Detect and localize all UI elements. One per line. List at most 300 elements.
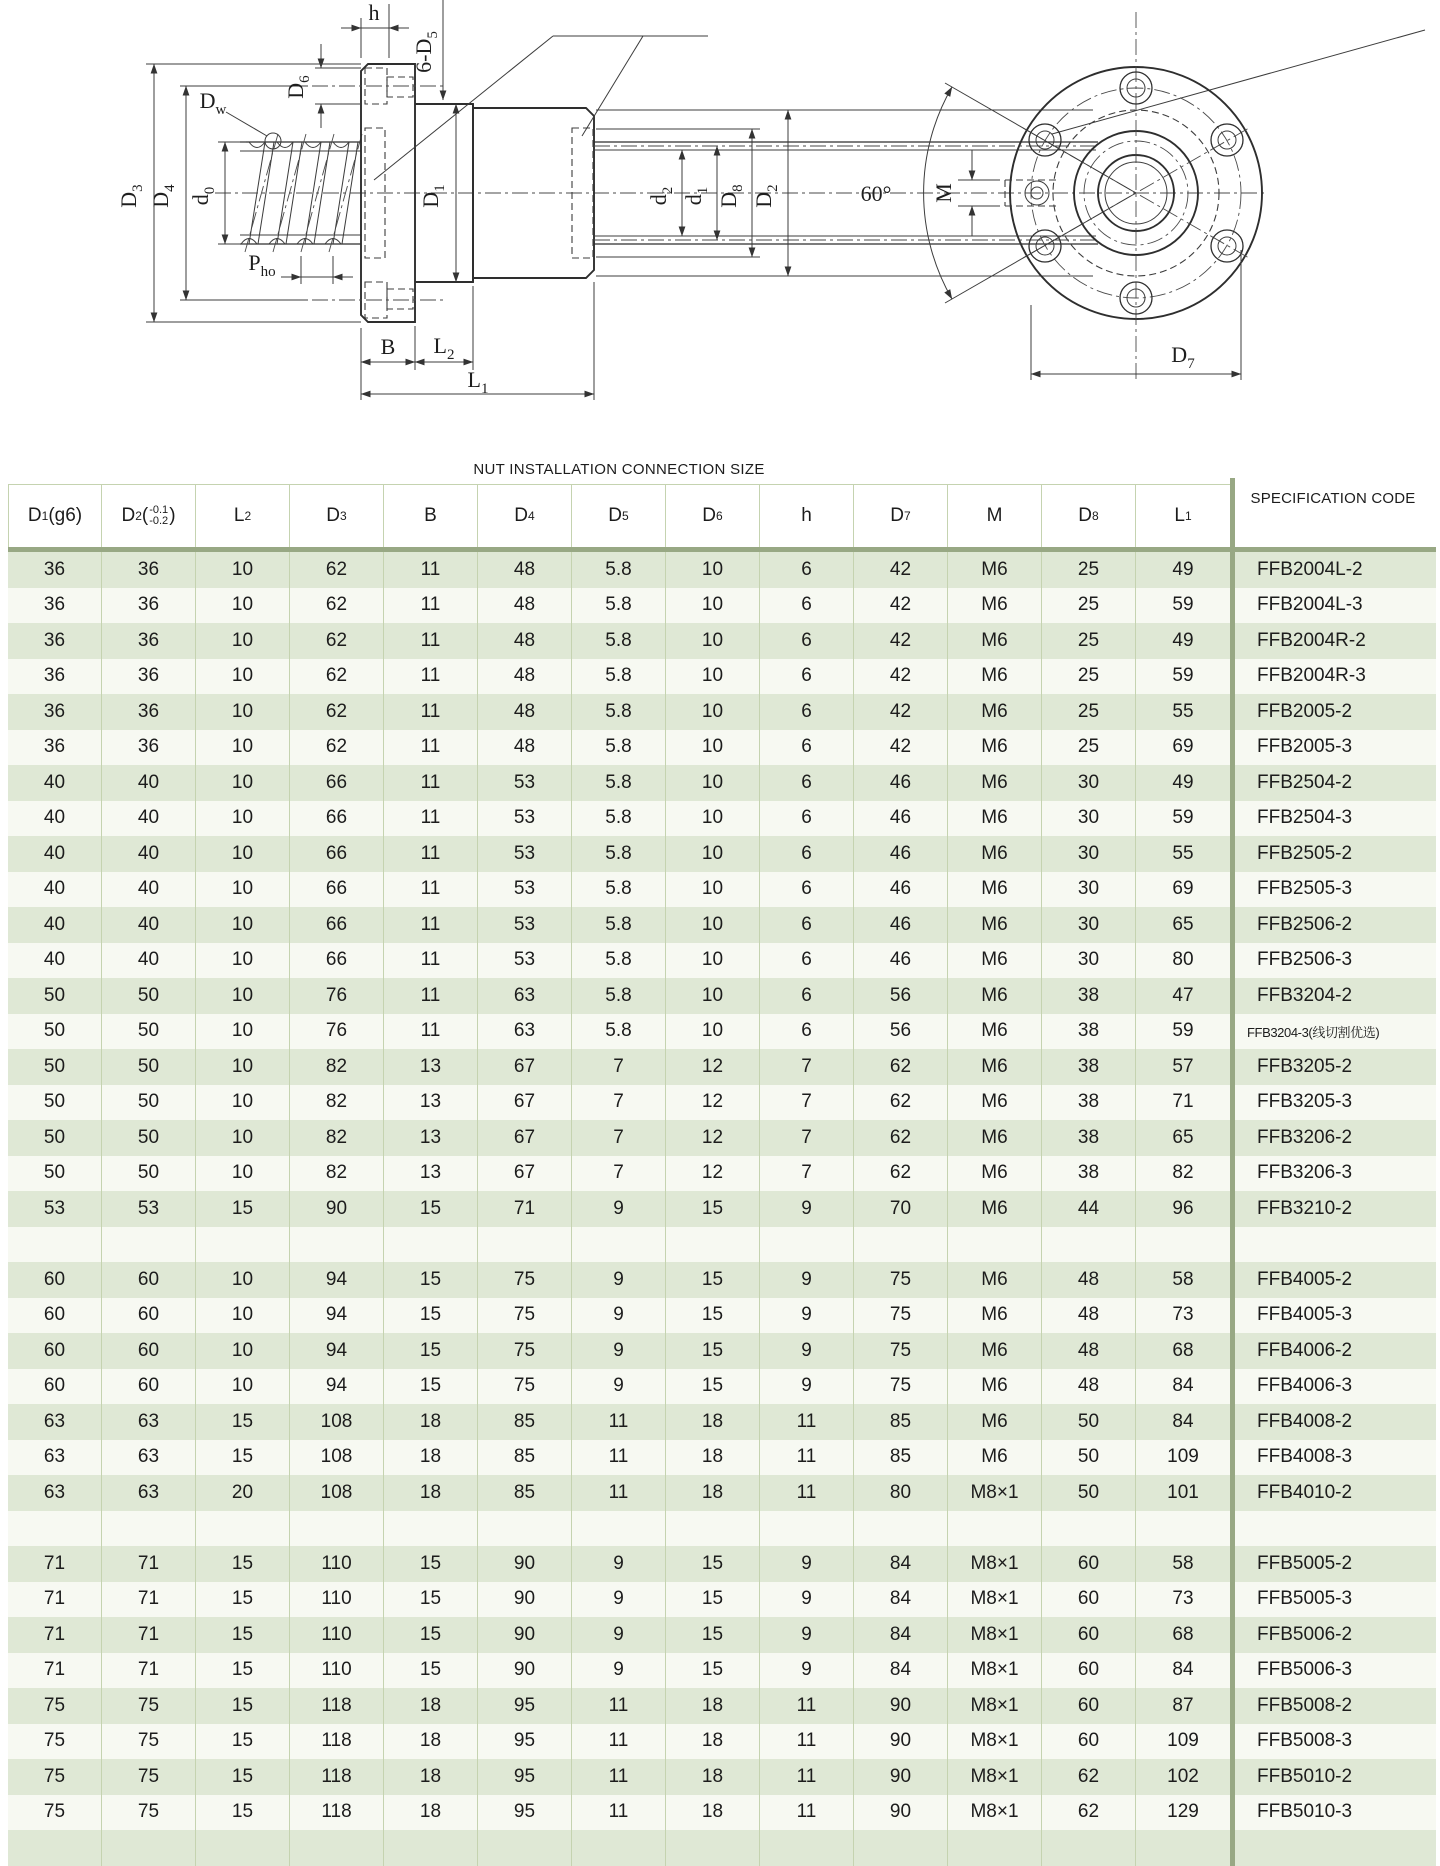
value-cell: 62 xyxy=(854,1049,948,1085)
value-cell: M6 xyxy=(948,872,1042,908)
value-cell: 50 xyxy=(102,1049,196,1085)
column-header: B xyxy=(384,485,478,547)
value-cell: 30 xyxy=(1042,801,1136,837)
value-cell: 55 xyxy=(1172,842,1194,864)
value-cell: 10 xyxy=(196,1369,290,1405)
value-cell: 85 xyxy=(854,1404,948,1440)
value-cell xyxy=(666,1511,760,1547)
value-cell: 71 xyxy=(102,1653,196,1689)
spec-code-cell: FFB3206-3 xyxy=(1230,1156,1436,1192)
value-cell: 42 xyxy=(854,623,948,659)
value-cell: 48 xyxy=(1042,1298,1136,1334)
value-cell: M6 xyxy=(948,588,1042,624)
value-cell: 36 xyxy=(102,694,196,730)
table-row xyxy=(8,588,1436,624)
value-cell: 11 xyxy=(384,801,478,837)
value-cell: 90 xyxy=(478,1546,572,1582)
value-cell: M6 xyxy=(948,836,1042,872)
value-cell: 70 xyxy=(854,1191,948,1227)
value-cell xyxy=(760,1227,854,1263)
value-cell: 42 xyxy=(854,659,948,695)
value-cell: 5.8 xyxy=(572,801,666,837)
value-cell: 62 xyxy=(290,694,384,730)
dim-label-b: B xyxy=(380,334,396,359)
value-cell: M6 xyxy=(948,1404,1042,1440)
table-row xyxy=(8,1759,1436,1795)
value-cell: M6 xyxy=(948,623,1042,659)
value-cell: 75 xyxy=(854,1369,948,1405)
value-cell: 11 xyxy=(760,1724,854,1760)
value-cell: 15 xyxy=(384,1298,478,1334)
value-cell: 40 xyxy=(102,801,196,837)
value-cell: 53 xyxy=(478,765,572,801)
value-cell: 129 xyxy=(1167,1801,1199,1823)
column-header: D 2 ( -0.1 -0.2 ) xyxy=(102,485,196,547)
value-cell xyxy=(666,1830,760,1866)
value-cell: 75 xyxy=(478,1333,572,1369)
value-cell: 10 xyxy=(196,765,290,801)
value-cell: 36 xyxy=(8,659,102,695)
value-cell: 11 xyxy=(384,1014,478,1050)
value-cell: 94 xyxy=(290,1369,384,1405)
value-cell: 67 xyxy=(478,1156,572,1192)
value-cell: 10 xyxy=(196,1049,290,1085)
front-flange-view xyxy=(924,12,1262,382)
value-cell: 15 xyxy=(666,1333,760,1369)
spec-code-cell: FFB2004R-3 xyxy=(1230,659,1436,695)
table-row xyxy=(8,1156,1436,1192)
value-cell: 95 xyxy=(478,1688,572,1724)
value-cell: 5.8 xyxy=(572,694,666,730)
value-cell: 9 xyxy=(572,1582,666,1618)
value-cell: 30 xyxy=(1042,765,1136,801)
value-cell: 53 xyxy=(478,801,572,837)
value-cell: 55 xyxy=(1172,700,1194,722)
value-cell xyxy=(1042,1227,1136,1263)
value-cell: 15 xyxy=(666,1546,760,1582)
value-cell: 53 xyxy=(478,907,572,943)
table-row xyxy=(8,1724,1436,1760)
value-cell: 95 xyxy=(478,1724,572,1760)
table-row xyxy=(8,765,1436,801)
value-cell: 63 xyxy=(8,1440,102,1476)
value-cell: 75 xyxy=(102,1759,196,1795)
value-cell: 11 xyxy=(572,1759,666,1795)
value-cell: 36 xyxy=(8,588,102,624)
value-cell: 50 xyxy=(102,1085,196,1121)
value-cell: 94 xyxy=(290,1298,384,1334)
spec-code-cell: FFB2505-3 xyxy=(1230,872,1436,908)
value-cell xyxy=(948,1227,1042,1263)
table-row xyxy=(8,1440,1436,1476)
value-cell: 118 xyxy=(290,1724,384,1760)
value-cell: 40 xyxy=(102,836,196,872)
value-cell: 40 xyxy=(102,943,196,979)
value-cell: M6 xyxy=(948,659,1042,695)
dim-label-pho: $P_{ho}$ xyxy=(248,250,276,280)
value-cell: 50 xyxy=(102,1156,196,1192)
value-cell: 118 xyxy=(290,1759,384,1795)
value-cell: 67 xyxy=(478,1049,572,1085)
value-cell: 15 xyxy=(384,1582,478,1618)
value-cell: 10 xyxy=(196,1262,290,1298)
value-cell: 60 xyxy=(8,1369,102,1405)
dim-label-d6: $D_6$ xyxy=(283,75,313,99)
table-row xyxy=(8,1546,1436,1582)
value-cell: 71 xyxy=(8,1546,102,1582)
table-row xyxy=(8,1688,1436,1724)
value-cell: 90 xyxy=(478,1617,572,1653)
spec-code-cell: FFB5008-3 xyxy=(1230,1724,1436,1760)
value-cell: 15 xyxy=(196,1617,290,1653)
value-cell: 76 xyxy=(290,1014,384,1050)
table-row xyxy=(8,1333,1436,1369)
value-cell: 90 xyxy=(854,1688,948,1724)
value-cell: 25 xyxy=(1042,588,1136,624)
value-cell: 46 xyxy=(854,943,948,979)
value-cell: 25 xyxy=(1042,694,1136,730)
value-cell: 42 xyxy=(854,588,948,624)
value-cell xyxy=(196,1511,290,1547)
value-cell: 38 xyxy=(1042,1120,1136,1156)
value-cell: 49 xyxy=(1172,629,1194,651)
value-cell: 7 xyxy=(572,1049,666,1085)
value-cell: 67 xyxy=(478,1120,572,1156)
spec-code-cell: FFB5005-3 xyxy=(1230,1582,1436,1618)
value-cell: 95 xyxy=(478,1759,572,1795)
value-cell: M8×1 xyxy=(948,1759,1042,1795)
value-cell: 50 xyxy=(1042,1475,1136,1511)
table-row xyxy=(8,1298,1436,1334)
value-cell: 50 xyxy=(1042,1440,1136,1476)
value-cell: 18 xyxy=(666,1724,760,1760)
value-cell: 6 xyxy=(760,623,854,659)
value-cell: 44 xyxy=(1042,1191,1136,1227)
value-cell: 62 xyxy=(290,730,384,766)
value-cell: 9 xyxy=(572,1262,666,1298)
value-cell: 71 xyxy=(8,1582,102,1618)
table-row xyxy=(8,1191,1436,1227)
value-cell: 11 xyxy=(384,836,478,872)
value-cell: 15 xyxy=(384,1369,478,1405)
value-cell: 11 xyxy=(572,1475,666,1511)
value-cell: 6 xyxy=(760,765,854,801)
value-cell: 67 xyxy=(478,1085,572,1121)
value-cell: 75 xyxy=(8,1724,102,1760)
spec-code-cell: FFB4008-3 xyxy=(1230,1440,1436,1476)
value-cell: 15 xyxy=(666,1369,760,1405)
value-cell: 59 xyxy=(1172,594,1194,616)
spec-code-cell: FFB2504-3 xyxy=(1230,801,1436,837)
value-cell: 6 xyxy=(760,872,854,908)
value-cell: 60 xyxy=(1042,1724,1136,1760)
value-cell: 50 xyxy=(102,978,196,1014)
value-cell: M6 xyxy=(948,1333,1042,1369)
value-cell: 30 xyxy=(1042,836,1136,872)
value-cell: 5.8 xyxy=(572,836,666,872)
value-cell xyxy=(290,1830,384,1866)
spec-code-cell xyxy=(1230,1227,1436,1263)
value-cell: M8×1 xyxy=(948,1582,1042,1618)
value-cell: 69 xyxy=(1172,878,1194,900)
value-cell: 60 xyxy=(102,1333,196,1369)
value-cell: 71 xyxy=(8,1653,102,1689)
value-cell: 75 xyxy=(854,1262,948,1298)
value-cell: 11 xyxy=(572,1404,666,1440)
value-cell: 63 xyxy=(478,1014,572,1050)
value-cell: 75 xyxy=(478,1369,572,1405)
table-row xyxy=(8,978,1436,1014)
spec-code-cell: FFB2004R-2 xyxy=(1230,623,1436,659)
value-cell: 11 xyxy=(572,1688,666,1724)
value-cell: 96 xyxy=(1172,1197,1194,1219)
value-cell: M6 xyxy=(948,1298,1042,1334)
value-cell: 108 xyxy=(290,1404,384,1440)
value-cell: 15 xyxy=(384,1653,478,1689)
value-cell: 10 xyxy=(196,1298,290,1334)
value-cell: 110 xyxy=(290,1617,384,1653)
spec-code-cell: FFB2004L-3 xyxy=(1230,588,1436,624)
table-row xyxy=(8,872,1436,908)
value-cell: 46 xyxy=(854,872,948,908)
value-cell: 62 xyxy=(854,1120,948,1156)
value-cell: 10 xyxy=(666,588,760,624)
value-cell: 10 xyxy=(196,588,290,624)
spec-code-cell: FFB4006-3 xyxy=(1230,1369,1436,1405)
value-cell: 71 xyxy=(478,1191,572,1227)
value-cell: 53 xyxy=(478,943,572,979)
value-cell: M6 xyxy=(948,1191,1042,1227)
spec-code-cell: FFB3210-2 xyxy=(1230,1191,1436,1227)
value-cell: 40 xyxy=(8,943,102,979)
value-cell: 63 xyxy=(102,1440,196,1476)
value-cell: M6 xyxy=(948,1049,1042,1085)
column-header: L 1 xyxy=(1174,505,1192,526)
value-cell: 10 xyxy=(666,659,760,695)
dim-label-d3: $D_3$ xyxy=(116,184,146,208)
value-cell: 60 xyxy=(1042,1653,1136,1689)
value-cell: 7 xyxy=(760,1085,854,1121)
value-cell: 59 xyxy=(1172,1020,1194,1042)
value-cell: 18 xyxy=(384,1475,478,1511)
value-cell xyxy=(102,1227,196,1263)
value-cell: 90 xyxy=(854,1724,948,1760)
value-cell: 10 xyxy=(196,1085,290,1121)
value-cell: 60 xyxy=(8,1298,102,1334)
value-cell: 95 xyxy=(478,1795,572,1831)
value-cell: 10 xyxy=(196,836,290,872)
value-cell: 15 xyxy=(196,1759,290,1795)
value-cell: 48 xyxy=(478,623,572,659)
dim-label-d7: $D_7$ xyxy=(1171,342,1195,372)
value-cell: 90 xyxy=(290,1191,384,1227)
value-cell: 60 xyxy=(8,1262,102,1298)
value-cell: 60 xyxy=(1042,1582,1136,1618)
value-cell: 36 xyxy=(102,588,196,624)
value-cell: 108 xyxy=(290,1440,384,1476)
value-cell: 48 xyxy=(1042,1262,1136,1298)
value-cell: 50 xyxy=(102,1120,196,1156)
value-cell: 110 xyxy=(290,1546,384,1582)
value-cell: 90 xyxy=(478,1582,572,1618)
dim-label-6d5: $6-D_5$ xyxy=(411,31,441,73)
value-cell: 15 xyxy=(666,1653,760,1689)
value-cell: 13 xyxy=(384,1049,478,1085)
value-cell: 18 xyxy=(666,1688,760,1724)
value-cell: 5.8 xyxy=(572,552,666,588)
value-cell: 25 xyxy=(1042,552,1136,588)
technical-drawing xyxy=(0,0,1440,438)
value-cell: 12 xyxy=(666,1049,760,1085)
value-cell: 84 xyxy=(854,1582,948,1618)
value-cell: 59 xyxy=(1172,665,1194,687)
value-cell: 18 xyxy=(666,1404,760,1440)
value-cell: 10 xyxy=(666,872,760,908)
value-cell: 110 xyxy=(290,1582,384,1618)
value-cell xyxy=(290,1511,384,1547)
spec-code-cell: FFB3204-2 xyxy=(1230,978,1436,1014)
value-cell: 82 xyxy=(290,1120,384,1156)
table-row xyxy=(8,836,1436,872)
table-row xyxy=(8,801,1436,837)
value-cell: 18 xyxy=(666,1795,760,1831)
value-cell: 10 xyxy=(666,907,760,943)
value-cell: 6 xyxy=(760,1014,854,1050)
value-cell: M6 xyxy=(948,1440,1042,1476)
value-cell: 80 xyxy=(1172,949,1194,971)
value-cell: 9 xyxy=(760,1617,854,1653)
value-cell: 62 xyxy=(1042,1795,1136,1831)
value-cell: 85 xyxy=(478,1475,572,1511)
value-cell: 12 xyxy=(666,1156,760,1192)
value-cell: 40 xyxy=(8,801,102,837)
value-cell: 10 xyxy=(666,943,760,979)
value-cell: 118 xyxy=(290,1688,384,1724)
spec-code-cell xyxy=(1230,1830,1436,1866)
value-cell xyxy=(760,1830,854,1866)
value-cell: 10 xyxy=(196,1156,290,1192)
value-cell: 73 xyxy=(1172,1304,1194,1326)
value-cell: 11 xyxy=(760,1440,854,1476)
value-cell: 36 xyxy=(102,623,196,659)
table-row xyxy=(8,1511,1436,1547)
value-cell: 7 xyxy=(572,1120,666,1156)
table-row xyxy=(8,907,1436,943)
value-cell: M8×1 xyxy=(948,1546,1042,1582)
value-cell: 84 xyxy=(1172,1410,1194,1432)
value-cell: 48 xyxy=(1042,1369,1136,1405)
value-cell: 46 xyxy=(854,907,948,943)
dim-label-d1-small: $d_1$ xyxy=(681,186,711,206)
value-cell: 15 xyxy=(666,1617,760,1653)
value-cell: 15 xyxy=(196,1191,290,1227)
spec-code-cell: FFB4005-2 xyxy=(1230,1262,1436,1298)
dimension-labels xyxy=(116,0,1195,397)
value-cell: 18 xyxy=(384,1795,478,1831)
value-cell xyxy=(760,1511,854,1547)
value-cell: 75 xyxy=(478,1262,572,1298)
value-cell: 85 xyxy=(478,1440,572,1476)
value-cell xyxy=(948,1830,1042,1866)
value-cell: 11 xyxy=(760,1404,854,1440)
value-cell: 15 xyxy=(384,1617,478,1653)
value-cell: 60 xyxy=(1042,1688,1136,1724)
spec-table xyxy=(8,438,1436,1866)
value-cell xyxy=(102,1830,196,1866)
value-cell xyxy=(854,1830,948,1866)
value-cell: 15 xyxy=(384,1333,478,1369)
value-cell: 15 xyxy=(384,1262,478,1298)
value-cell: M6 xyxy=(948,730,1042,766)
table-row xyxy=(8,1049,1436,1085)
value-cell xyxy=(854,1511,948,1547)
spec-code-cell: FFB4005-3 xyxy=(1230,1298,1436,1334)
value-cell: 12 xyxy=(666,1120,760,1156)
value-cell: 18 xyxy=(384,1688,478,1724)
value-cell: 9 xyxy=(760,1653,854,1689)
column-header: D 6 xyxy=(666,485,760,547)
value-cell: 13 xyxy=(384,1085,478,1121)
value-cell xyxy=(1042,1830,1136,1866)
value-cell: 46 xyxy=(854,801,948,837)
value-cell: 63 xyxy=(478,978,572,1014)
value-cell: 94 xyxy=(290,1333,384,1369)
value-cell: 9 xyxy=(572,1653,666,1689)
value-cell: 10 xyxy=(196,694,290,730)
value-cell: 11 xyxy=(384,943,478,979)
value-cell: 75 xyxy=(478,1298,572,1334)
value-cell: 53 xyxy=(8,1191,102,1227)
value-cell: 76 xyxy=(290,978,384,1014)
value-cell xyxy=(290,1227,384,1263)
value-cell: M8×1 xyxy=(948,1475,1042,1511)
column-header: h xyxy=(760,485,854,547)
value-cell xyxy=(478,1227,572,1263)
value-cell: 85 xyxy=(478,1404,572,1440)
value-cell xyxy=(196,1830,290,1866)
value-cell: 40 xyxy=(102,872,196,908)
value-cell: 75 xyxy=(8,1759,102,1795)
value-cell: 85 xyxy=(854,1440,948,1476)
value-cell: 10 xyxy=(196,978,290,1014)
value-cell: 15 xyxy=(196,1582,290,1618)
spec-code-cell: FFB2506-2 xyxy=(1230,907,1436,943)
value-cell: 18 xyxy=(384,1404,478,1440)
value-cell: 59 xyxy=(1172,807,1194,829)
value-cell: 10 xyxy=(666,801,760,837)
value-cell: 66 xyxy=(290,907,384,943)
spec-code-cell: FFB4008-2 xyxy=(1230,1404,1436,1440)
column-header: M xyxy=(948,485,1042,547)
value-cell: 18 xyxy=(666,1759,760,1795)
value-cell xyxy=(8,1830,102,1866)
value-cell: 71 xyxy=(102,1617,196,1653)
spec-code-cell: FFB5005-2 xyxy=(1230,1546,1436,1582)
value-cell: M6 xyxy=(948,1014,1042,1050)
table-row xyxy=(8,1120,1436,1156)
value-cell: 75 xyxy=(854,1298,948,1334)
table-row xyxy=(8,730,1436,766)
value-cell: 15 xyxy=(666,1582,760,1618)
value-cell: 15 xyxy=(196,1546,290,1582)
value-cell: 60 xyxy=(102,1262,196,1298)
value-cell: 10 xyxy=(196,659,290,695)
value-cell: 63 xyxy=(8,1404,102,1440)
value-cell: 36 xyxy=(8,694,102,730)
value-cell: M8×1 xyxy=(948,1688,1042,1724)
value-cell xyxy=(196,1227,290,1263)
value-cell: 11 xyxy=(384,659,478,695)
